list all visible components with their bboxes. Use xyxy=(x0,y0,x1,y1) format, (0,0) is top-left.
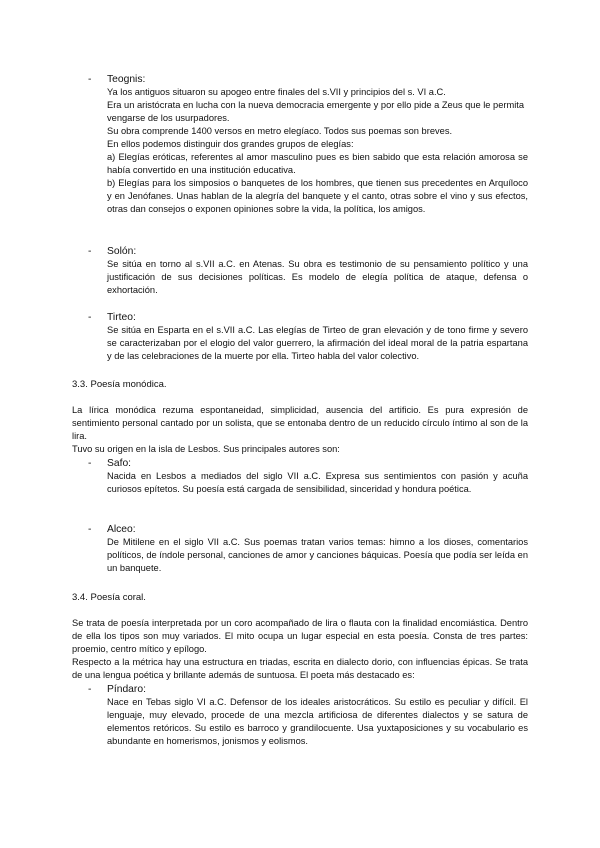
paragraph-text: Respecto a la métrica hay una estructura en triadas, escrita en dialecto dorio, con influencias épicas. Se trata de una lengua poética y brillante además de suntuosa. El poeta más destacado es: xyxy=(72,657,528,680)
author-name: Tirteo: xyxy=(107,312,136,323)
author-body: Se sitúa en Esparta en el s.VII a.C. Las elegías de Tirteo de gran elevación y de tono firme y severo se caracterizaban por el elogio del valor guerrero, la afirmación del ideal moral de la patria espartana y de las celebraciones de la muerte por ella. Tirteo habla del valor colectivo. xyxy=(107,325,528,361)
author-solon xyxy=(72,245,528,297)
bullet: - xyxy=(88,458,92,469)
text-line: Ya los antiguos situaron su apogeo entre finales del s.VII y principios del s. VI a.C. xyxy=(107,87,446,97)
author-alceo xyxy=(72,523,528,575)
author-teognis xyxy=(72,73,528,216)
paragraph-text: La lírica monódica rezuma espontaneidad, simplicidad, ausencia del artificio. Es pura expresión de sentimiento personal cantado por un solista, que se entonaba dentro de un reducido círculo íntimo al son de la lira. xyxy=(72,405,528,441)
section-heading: 3.3. Poesía monódica. xyxy=(72,379,167,390)
text-line: b) Elegías para los simposios o banquetes de los hombres, que tienen sus precedentes en Arquíloco y en Jenófanes. Unas hablan de la alegría del banquete y el canto, otras sobre el vino y sus efectos, otras dan consejos o exponen opiniones sobre la vida, la política, los amigos. xyxy=(107,178,528,214)
author-name: Teognis: xyxy=(107,74,146,85)
paragraph-text: Tuvo su origen en la isla de Lesbos. Sus principales autores son: xyxy=(72,444,340,454)
author-body: Nacida en Lesbos a mediados del siglo VII a.C. Expresa sus sentimientos con pasión y acuña curiosos epítetos. Su poesía está cargada de sensibilidad, sinceridad y hondura poética. xyxy=(107,471,528,494)
bullet: - xyxy=(88,74,92,85)
author-name: Safo: xyxy=(107,458,132,469)
author-body: Se sitúa en torno al s.VII a.C. en Atenas. Su obra es testimonio de su pensamiento político y una justificación de sus decisiones políticas. Es modelo de elegía política de ataque, defensa o exhortación. xyxy=(107,259,528,295)
paragraph-text: Se trata de poesía interpretada por un coro acompañado de lira o flauta con la finalidad encomiástica. Dentro de ella los tipos son muy variados. El mito ocupa un lugar especial en esta poesía. Consta de tres partes: proemio, centro mítico y epílogo. xyxy=(72,618,528,654)
author-body: Nace en Tebas siglo VI a.C. Defensor de los ideales aristocráticos. Su estilo es peculiar y difícil. El lenguaje, muy elevado, procede de una mezcla artificiosa de diferentes dialectos y se satura de elementos retóricos. Su estilo es barroco y grandilocuente. Usa yuxtaposiciones y su vocabulario es abundante en homerismos, jonismos y eolismos. xyxy=(107,697,528,746)
bullet: - xyxy=(88,524,92,535)
text-line: En ellos podemos distinguir dos grandes grupos de elegías: xyxy=(107,139,354,149)
author-safo xyxy=(72,457,528,496)
text-line: Era un aristócrata en lucha con la nueva democracia emergente y por ello pide a Zeus que le permita vengarse de los usurpadores. xyxy=(107,100,525,123)
author-name: Píndaro: xyxy=(107,684,146,695)
author-name: Alceo: xyxy=(107,524,136,535)
paragraph xyxy=(72,617,528,682)
section-heading: 3.4. Poesía coral. xyxy=(72,592,146,603)
author-pindaro xyxy=(72,683,528,748)
text-line: Su obra comprende 1400 versos en metro elegíaco. Todos sus poemas son breves. xyxy=(107,126,453,136)
author-name: Solón: xyxy=(107,246,137,257)
author-body xyxy=(72,86,528,216)
text-line: a) Elegías eróticas, referentes al amor masculino pues es bien sabido que esta relación amorosa se había convertido en una institución educativa. xyxy=(107,152,528,175)
bullet: - xyxy=(88,684,92,695)
paragraph xyxy=(72,404,528,456)
bullet: - xyxy=(88,312,92,323)
author-tirteo xyxy=(72,311,528,363)
bullet: - xyxy=(88,246,92,257)
author-body: De Mitilene en el siglo VII a.C. Sus poemas tratan varios temas: himno a los dioses, comentarios políticos, de índole personal, canciones de amor y canciones báquicas. Poesía que podía ser leída en un banquete. xyxy=(107,537,528,573)
